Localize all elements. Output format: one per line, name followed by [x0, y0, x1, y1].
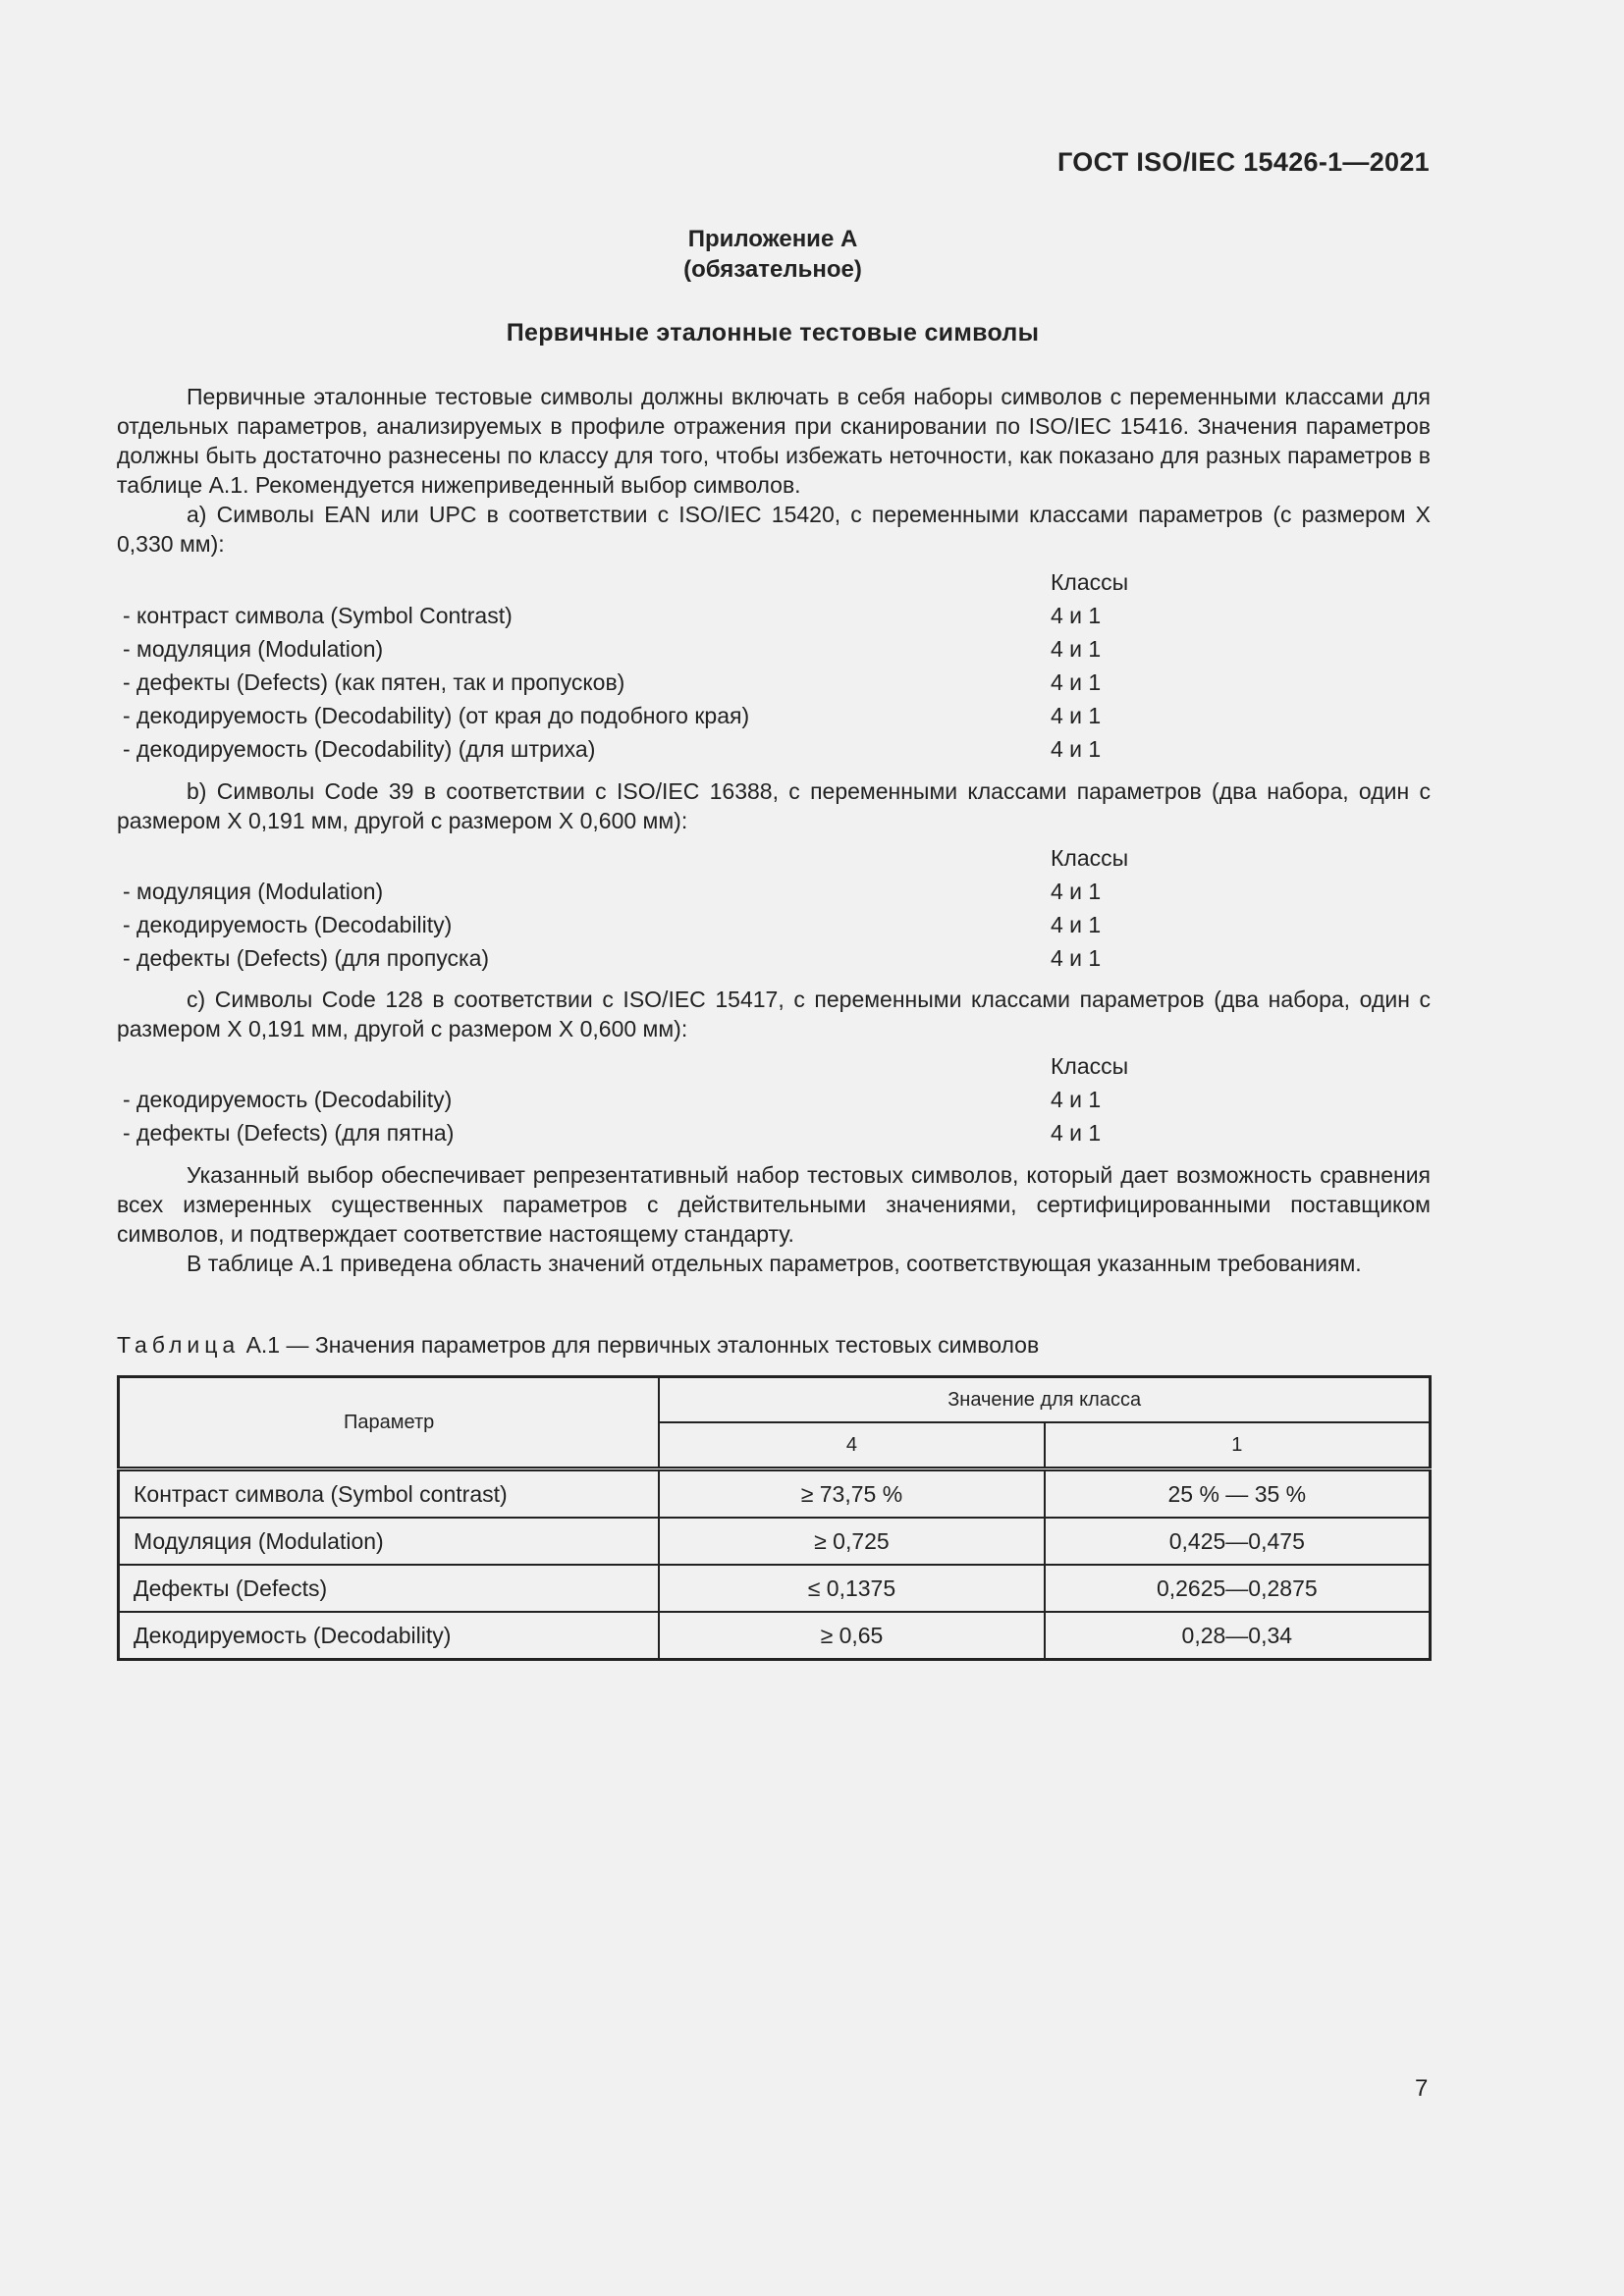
table-caption [117, 1332, 1039, 1359]
intro-paragraph [117, 382, 1431, 500]
item-c-paragraph [117, 985, 1431, 1043]
class-4-value: ≤ 0,1375 [659, 1565, 1044, 1612]
standard-code: ГОСТ ISO/IEC 15426-1—2021 [1057, 147, 1430, 177]
parameters-table [117, 1375, 1432, 1661]
param-name: Модуляция (Modulation) [119, 1518, 660, 1565]
appendix-heading [0, 224, 1545, 285]
classes-header: Классы [1051, 845, 1129, 871]
table-caption-text: А.1 — Значения параметров для первичных эталонных тестовых символов [245, 1332, 1040, 1358]
header-parameter: Параметр [119, 1377, 660, 1469]
class-1-value: 25 % — 35 % [1045, 1469, 1431, 1519]
header-class-4: 4 [659, 1422, 1044, 1469]
list-item: - дефекты (Defects) (для пропуска) 4 и 1 [123, 945, 1102, 971]
appendix-title: Приложение А [687, 226, 858, 252]
item-a-paragraph [117, 500, 1431, 559]
list-item: - модуляция (Modulation) 4 и 1 [123, 879, 1102, 904]
header-class-value: Значение для класса [659, 1377, 1430, 1423]
table-row [119, 1469, 1431, 1519]
table-caption-label: Таблица [117, 1332, 241, 1358]
appendix-status: (обязательное) [683, 256, 862, 283]
classes-header: Классы [1051, 1053, 1129, 1079]
item-c-text: c) Символы Code 128 в соответствии с ISO/IEC 15417, с переменными классами параметров (два набора, один с размером X 0,191 мм, другой с размером X 0,600 мм): [117, 987, 1431, 1041]
closing-text-1: Указанный выбор обеспечивает репрезентативный набор тестовых символов, который дает возможность сравнения всех измеренных существенных параметров с действительными значениями, сертифицированными поставщиком символов, и подтверждает соответствие настоящему стандарту. [117, 1162, 1431, 1247]
item-b-list [117, 841, 1431, 975]
class-4-value: ≥ 0,65 [659, 1612, 1044, 1660]
list-item: - декодируемость (Decodability) 4 и 1 [123, 912, 1102, 937]
list-item: - дефекты (Defects) (как пятен, так и пропусков) 4 и 1 [123, 669, 1102, 695]
intro-text: Первичные эталонные тестовые символы должны включать в себя наборы символов с переменными классами для отдельных параметров, анализируемых в профиле отражения при сканировании по ISO/IEC 15416. Значения параметров должны быть достаточно разнесены по классу для того, чтобы избежать неточности, как показано для разных параметров в таблице А.1. Рекомендуется нижеприведенный выбор символов. [117, 384, 1431, 498]
item-a-list [117, 565, 1431, 766]
class-4-value: ≥ 73,75 % [659, 1469, 1044, 1519]
class-4-value: ≥ 0,725 [659, 1518, 1044, 1565]
list-item: - дефекты (Defects) (для пятна) 4 и 1 [123, 1120, 1102, 1146]
section-title: Первичные эталонные тестовые символы [506, 319, 1040, 347]
classes-header: Классы [1051, 569, 1129, 595]
table-row [119, 1565, 1431, 1612]
param-name: Декодируемость (Decodability) [119, 1612, 660, 1660]
closing-paragraphs [117, 1160, 1431, 1278]
item-c-list [117, 1049, 1431, 1149]
param-name: Дефекты (Defects) [119, 1565, 660, 1612]
class-1-value: 0,425—0,475 [1045, 1518, 1431, 1565]
param-name: Контраст символа (Symbol contrast) [119, 1469, 660, 1519]
list-item: - модуляция (Modulation) 4 и 1 [123, 636, 1102, 662]
header-class-1: 1 [1045, 1422, 1431, 1469]
table-row [119, 1612, 1431, 1660]
table-row [119, 1518, 1431, 1565]
class-1-value: 0,2625—0,2875 [1045, 1565, 1431, 1612]
item-b-text: b) Символы Code 39 в соответствии с ISO/IEC 16388, с переменными классами параметров (два набора, один с размером X 0,191 мм, другой с размером X 0,600 мм): [117, 778, 1431, 833]
class-1-value: 0,28—0,34 [1045, 1612, 1431, 1660]
list-item: - декодируемость (Decodability) (для штриха) 4 и 1 [123, 736, 1102, 762]
list-item: - декодируемость (Decodability) 4 и 1 [123, 1087, 1102, 1112]
item-b-paragraph [117, 776, 1431, 835]
list-item: - декодируемость (Decodability) (от края до подобного края) 4 и 1 [123, 703, 1102, 728]
page-number: 7 [1415, 2075, 1429, 2102]
item-a-text: a) Символы EAN или UPC в соответствии с ISO/IEC 15420, с переменными классами параметров (с размером X 0,330 мм): [117, 502, 1431, 557]
list-item: - контраст символа (Symbol Contrast) 4 и 1 [123, 603, 1102, 628]
closing-text-2: В таблице А.1 приведена область значений отдельных параметров, соответствующая указанным требованиям. [187, 1251, 1362, 1276]
